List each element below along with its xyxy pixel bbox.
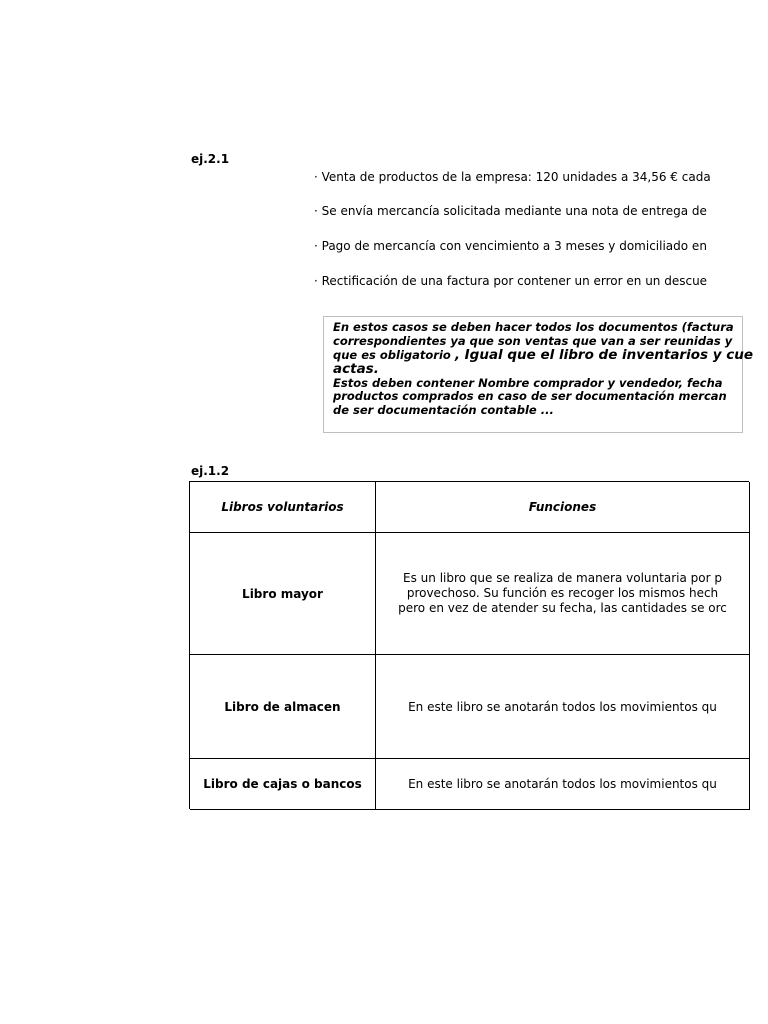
table-row-desc [376, 533, 750, 655]
note-line: En estos casos se deben hacer todos los documentos (factura [333, 320, 734, 334]
note-line-emphasis: , Igual que el libro de inventarios y cue [454, 347, 753, 363]
table-row-desc: En este libro se anotarán todos los movimientos qu [376, 655, 750, 759]
exercise-1-2-label: ej.1.2 [191, 464, 230, 478]
bullet-invoice-correction: · Rectificación de una factura por contener un error en un descue [314, 274, 708, 288]
books-table [189, 481, 749, 809]
note-box [323, 316, 753, 433]
table-row-name: Libro de cajas o bancos [190, 759, 376, 810]
note-line: productos comprados en caso de ser documentación mercan [333, 389, 727, 403]
exercise-2-1-label: ej.2.1 [191, 152, 230, 166]
bullet-payment: · Pago de mercancía con vencimiento a 3 meses y domiciliado en [314, 239, 707, 253]
note-line: Estos deben contener Nombre comprador y vendedor, fecha [333, 376, 723, 390]
bullet-delivery-note: · Se envía mercancía solicitada mediante una nota de entrega de [314, 204, 707, 218]
note-line: actas. [333, 361, 379, 377]
table-header-functions: Funciones [376, 482, 750, 533]
note-line [333, 348, 753, 362]
table-row-desc: En este libro se anotarán todos los movimientos qu [376, 759, 750, 810]
desc-line: Es un libro que se realiza de manera voluntaria por p [403, 571, 722, 585]
table-row-name: Libro mayor [190, 533, 376, 655]
desc-line: provechoso. Su función es recoger los mismos hech [406, 586, 719, 600]
table-header-books: Libros voluntarios [190, 482, 376, 533]
table-row-name: Libro de almacen [190, 655, 376, 759]
desc-line: pero en vez de atender su fecha, las cantidades se orc [398, 601, 727, 615]
note-line: de ser documentación contable ... [333, 403, 554, 417]
bullet-sale: · Venta de productos de la empresa: 120 unidades a 34,56 € cada [314, 170, 711, 184]
note-line-part: que es obligatorio [333, 348, 451, 362]
note-line: correspondientes ya que son ventas que van a ser reunidas y [333, 334, 733, 348]
